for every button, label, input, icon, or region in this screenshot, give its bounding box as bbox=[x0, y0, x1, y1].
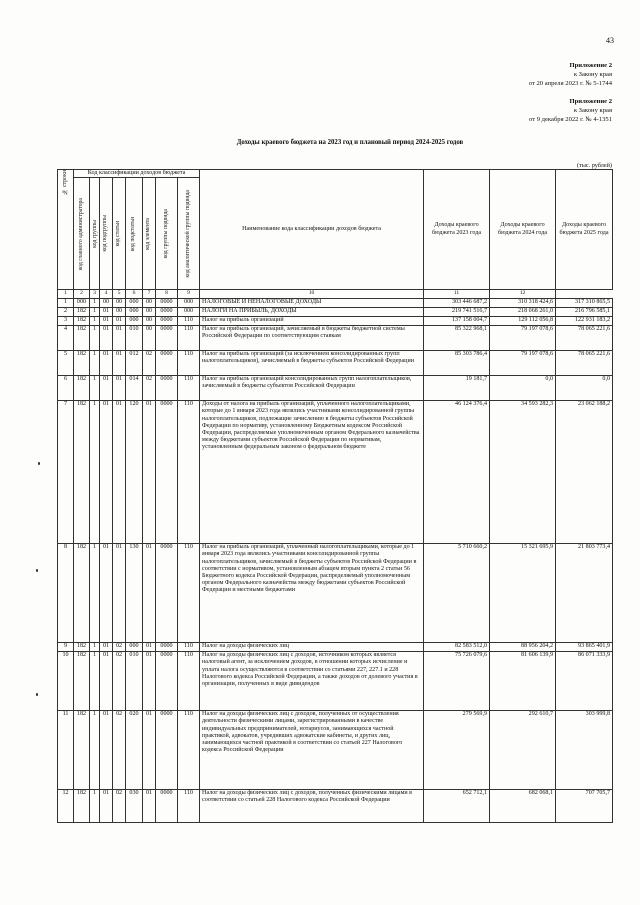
code-cell: 0000 bbox=[156, 544, 178, 643]
row-name: Налог на доходы физических лиц с доходов, источником которых является налоговый агент, за исключением доходов, в отношении которых исчисление и уплата налога осуществляются в соответствии со статьями 227, 227.1 и 228 Налогового кодекса Российской Федерации, а также доходов от долевого участия в организации, полученных в виде дивидендов bbox=[200, 652, 424, 711]
code-cell: 012 bbox=[126, 351, 143, 376]
amount-2024: 81 606 139,9 bbox=[490, 652, 556, 711]
row-number: 4 bbox=[58, 326, 74, 351]
amount-2025: 23 062 188,2 bbox=[556, 401, 613, 544]
column-number: 9 bbox=[178, 290, 200, 299]
code-cell: 02 bbox=[113, 790, 126, 823]
row-number: 5 bbox=[58, 351, 74, 376]
code-cell: 000 bbox=[74, 299, 90, 308]
code-cell: 02 bbox=[113, 711, 126, 790]
header-column-numbers bbox=[58, 290, 613, 299]
appendix-original-line2: к Закону края bbox=[573, 107, 612, 114]
amount-2025: 122 931 183,2 bbox=[556, 317, 613, 326]
code-cell: 02 bbox=[143, 351, 156, 376]
code-cell: 000 bbox=[126, 299, 143, 308]
code-cell: 01 bbox=[113, 401, 126, 544]
appendix-current-line3: от 20 апреля 2023 г. № 5-1744 bbox=[528, 80, 612, 87]
amount-2025: 216 796 585,1 bbox=[556, 308, 613, 317]
code-cell: 020 bbox=[126, 711, 143, 790]
amount-2024: 292 610,7 bbox=[490, 711, 556, 790]
column-number: 10 bbox=[200, 290, 424, 299]
code-cell: 182 bbox=[74, 544, 90, 643]
code-cell: 182 bbox=[74, 317, 90, 326]
code-cell: 02 bbox=[113, 643, 126, 652]
header-code-col: код аналитической группы подвида bbox=[178, 178, 200, 290]
code-cell: 00 bbox=[113, 299, 126, 308]
code-cell: 0000 bbox=[156, 308, 178, 317]
code-cell: 1 bbox=[90, 544, 100, 643]
amount-2025: 21 803 773,4 bbox=[556, 544, 613, 643]
code-cell: 1 bbox=[90, 652, 100, 711]
code-cell: 182 bbox=[74, 711, 90, 790]
code-cell: 182 bbox=[74, 351, 90, 376]
amount-2023: 137 158 004,7 bbox=[424, 317, 490, 326]
appendix-original-line3: от 9 декабря 2022 г. № 4-1351 bbox=[528, 116, 612, 123]
code-cell: 01 bbox=[113, 317, 126, 326]
code-cell: 01 bbox=[100, 643, 113, 652]
code-cell: 00 bbox=[143, 317, 156, 326]
row-number: 3 bbox=[58, 317, 74, 326]
amount-2024: 34 593 282,3 bbox=[490, 401, 556, 544]
code-cell: 1 bbox=[90, 711, 100, 790]
row-number: 7 bbox=[58, 401, 74, 544]
amount-2024: 129 112 056,8 bbox=[490, 317, 556, 326]
table-row bbox=[58, 351, 613, 376]
code-cell: 0000 bbox=[156, 317, 178, 326]
amount-2023: 19 181,7 bbox=[424, 376, 490, 401]
code-cell: 182 bbox=[74, 643, 90, 652]
amount-2025: 707 705,7 bbox=[556, 790, 613, 823]
code-cell: 0000 bbox=[156, 351, 178, 376]
appendix-current-line2: к Закону края bbox=[573, 71, 612, 78]
header-classification-group: Код классификации доходов бюджета bbox=[74, 170, 200, 178]
code-cell: 030 bbox=[126, 790, 143, 823]
row-number: 12 bbox=[58, 790, 74, 823]
code-cell: 00 bbox=[143, 299, 156, 308]
code-cell: 01 bbox=[143, 544, 156, 643]
code-cell: 0000 bbox=[156, 790, 178, 823]
code-cell: 01 bbox=[100, 308, 113, 317]
code-cell: 1 bbox=[90, 401, 100, 544]
code-cell: 01 bbox=[100, 652, 113, 711]
code-cell: 1 bbox=[90, 326, 100, 351]
appendix-original-title: Приложение 2 bbox=[569, 98, 612, 105]
code-cell: 00 bbox=[100, 299, 113, 308]
table-row bbox=[58, 299, 613, 308]
amount-2025: 303 999,8 bbox=[556, 711, 613, 790]
amount-2024: 15 321 695,9 bbox=[490, 544, 556, 643]
header-name: Наименование кода классификации доходов бюджета bbox=[200, 170, 424, 290]
code-cell: 010 bbox=[126, 652, 143, 711]
row-name: Налог на прибыль организаций bbox=[200, 317, 424, 326]
code-cell: 00 bbox=[143, 308, 156, 317]
column-number: 3 bbox=[90, 290, 100, 299]
table-row bbox=[58, 317, 613, 326]
scan-mark bbox=[36, 693, 38, 696]
code-cell: 182 bbox=[74, 326, 90, 351]
code-cell: 1 bbox=[90, 317, 100, 326]
row-name: Доходы от налога на прибыль организаций, уплаченного налогоплательщиками, которые до 1 января 2023 года являлись участниками консолидированной группы налогоплательщиков, подлежащие зачислению в бюджеты субъектов Российской Федерации по нормативу, установленному Бюджетным кодексом Российской Федерации, распределяемые уполномоченным органом Федерального казначейства между бюджетами субъектов Российской Федерации по нормативам, установленным федеральным законом о федеральном бюджете bbox=[200, 401, 424, 544]
code-cell: 0000 bbox=[156, 711, 178, 790]
table-row bbox=[58, 326, 613, 351]
header-code-col: код подгруппы bbox=[100, 178, 113, 290]
amount-2025: 317 310 865,5 bbox=[556, 299, 613, 308]
row-number: 11 bbox=[58, 711, 74, 790]
header-row-number: № строки bbox=[58, 170, 74, 290]
amount-2025: 78 065 221,6 bbox=[556, 326, 613, 351]
units-label: (тыс. рублей) bbox=[577, 162, 612, 169]
amount-2023: 85 303 786,4 bbox=[424, 351, 490, 376]
header-code-col: код элемента bbox=[143, 178, 156, 290]
row-name: Налог на доходы физических лиц с доходов, полученных от осуществления деятельности физическими лицами, зарегистрированными в качестве индивидуальных предпринимателей, нотариусов, занимающихся частной практикой, адвокатов, учредивших адвокатские кабинеты, и других лиц, занимающихся частной практикой в соответствии со статьей 227 Налогового кодекса Российской Федерации bbox=[200, 711, 424, 790]
code-cell: 110 bbox=[178, 711, 200, 790]
code-cell: 01 bbox=[113, 544, 126, 643]
code-cell: 01 bbox=[143, 401, 156, 544]
code-cell: 1 bbox=[90, 351, 100, 376]
code-cell: 01 bbox=[100, 401, 113, 544]
code-cell: 182 bbox=[74, 376, 90, 401]
page-number: 43 bbox=[606, 36, 614, 45]
amount-2023: 219 741 516,7 bbox=[424, 308, 490, 317]
code-cell: 01 bbox=[100, 326, 113, 351]
code-cell: 000 bbox=[126, 643, 143, 652]
column-number: 8 bbox=[156, 290, 178, 299]
code-cell: 110 bbox=[178, 790, 200, 823]
header-code-col: код подстатьи bbox=[126, 178, 143, 290]
code-cell: 01 bbox=[100, 351, 113, 376]
header-2025: Доходы краевого бюджета 2025 года bbox=[556, 170, 613, 290]
amount-2024: 682 068,1 bbox=[490, 790, 556, 823]
row-name: Налог на доходы физических лиц bbox=[200, 643, 424, 652]
code-cell: 110 bbox=[178, 643, 200, 652]
row-number: 2 bbox=[58, 308, 74, 317]
code-cell: 182 bbox=[74, 790, 90, 823]
code-cell: 0000 bbox=[156, 376, 178, 401]
code-cell: 01 bbox=[143, 652, 156, 711]
amount-2023: 652 712,1 bbox=[424, 790, 490, 823]
code-cell: 110 bbox=[178, 544, 200, 643]
code-cell: 1 bbox=[90, 643, 100, 652]
header-code-col: код группы bbox=[90, 178, 100, 290]
code-cell: 00 bbox=[143, 326, 156, 351]
amount-2023: 75 726 079,6 bbox=[424, 652, 490, 711]
code-cell: 000 bbox=[178, 308, 200, 317]
row-name: Налог на прибыль организаций, зачисляемый в бюджеты бюджетной системы Российской Федерации по соответствующим ставкам bbox=[200, 326, 424, 351]
document-title: Доходы краевого бюджета на 2023 год и плановый период 2024-2025 годов bbox=[236, 139, 464, 146]
row-number: 10 bbox=[58, 652, 74, 711]
amount-2023: 82 583 512,0 bbox=[424, 643, 490, 652]
code-cell: 1 bbox=[90, 790, 100, 823]
code-cell: 0000 bbox=[156, 299, 178, 308]
table-row bbox=[58, 790, 613, 823]
table-row bbox=[58, 544, 613, 643]
amount-2024: 0,0 bbox=[490, 376, 556, 401]
table-header bbox=[58, 170, 613, 299]
column-number: 1 bbox=[58, 290, 74, 299]
table-row bbox=[58, 376, 613, 401]
code-cell: 00 bbox=[113, 308, 126, 317]
amount-2023: 46 124 376,4 bbox=[424, 401, 490, 544]
header-2024: Доходы краевого бюджета 2024 года bbox=[490, 170, 556, 290]
code-cell: 000 bbox=[178, 299, 200, 308]
code-cell: 182 bbox=[74, 652, 90, 711]
amount-2024: 88 956 204,2 bbox=[490, 643, 556, 652]
header-2023: Доходы краевого бюджета 2023 года bbox=[424, 170, 490, 290]
amount-2025: 78 065 221,6 bbox=[556, 351, 613, 376]
code-cell: 182 bbox=[74, 401, 90, 544]
table-row bbox=[58, 652, 613, 711]
code-cell: 1 bbox=[90, 308, 100, 317]
code-cell: 1 bbox=[90, 376, 100, 401]
table-row bbox=[58, 711, 613, 790]
header-code-col: код группы подвида bbox=[156, 178, 178, 290]
amount-2025: 86 071 333,9 bbox=[556, 652, 613, 711]
code-cell: 01 bbox=[100, 790, 113, 823]
row-number: 8 bbox=[58, 544, 74, 643]
code-cell: 01 bbox=[113, 376, 126, 401]
amount-2023: 85 322 968,1 bbox=[424, 326, 490, 351]
row-name: Налог на прибыль организаций консолидированных групп налогоплательщиков, зачисляемый в бюджеты субъектов Российской Федерации bbox=[200, 376, 424, 401]
amount-2024: 310 318 424,6 bbox=[490, 299, 556, 308]
column-number: 6 bbox=[126, 290, 143, 299]
row-name: НАЛОГОВЫЕ И НЕНАЛОГОВЫЕ ДОХОДЫ bbox=[200, 299, 424, 308]
row-number: 1 bbox=[58, 299, 74, 308]
code-cell: 01 bbox=[143, 711, 156, 790]
code-cell: 0000 bbox=[156, 652, 178, 711]
row-name: Налог на прибыль организаций (за исключением консолидированных групп налогоплательщиков), зачисляемый в бюджеты субъектов Российской Федерации bbox=[200, 351, 424, 376]
code-cell: 110 bbox=[178, 652, 200, 711]
row-name: Налог на доходы физических лиц с доходов, полученных физическими лицами в соответствии со статьей 228 Налогового кодекса Российской Федерации bbox=[200, 790, 424, 823]
amount-2024: 79 197 078,6 bbox=[490, 351, 556, 376]
code-cell: 02 bbox=[143, 376, 156, 401]
table-row bbox=[58, 308, 613, 317]
header-code-col: код главного администратора bbox=[74, 178, 90, 290]
code-cell: 1 bbox=[90, 299, 100, 308]
appendix-current-title: Приложение 2 bbox=[569, 62, 612, 69]
code-cell: 110 bbox=[178, 401, 200, 544]
code-cell: 0000 bbox=[156, 643, 178, 652]
column-number: 7 bbox=[143, 290, 156, 299]
code-cell: 01 bbox=[143, 643, 156, 652]
amount-2025: 0,0 bbox=[556, 376, 613, 401]
code-cell: 0000 bbox=[156, 401, 178, 544]
amount-2023: 279 569,9 bbox=[424, 711, 490, 790]
code-cell: 01 bbox=[100, 376, 113, 401]
appendix-original bbox=[529, 97, 612, 124]
code-cell: 0000 bbox=[156, 326, 178, 351]
amount-2024: 218 068 261,0 bbox=[490, 308, 556, 317]
column-number: 11 bbox=[424, 290, 490, 299]
amount-2023: 5 710 660,2 bbox=[424, 544, 490, 643]
table-row bbox=[58, 401, 613, 544]
column-number: 2 bbox=[74, 290, 90, 299]
row-number: 9 bbox=[58, 643, 74, 652]
code-cell: 014 bbox=[126, 376, 143, 401]
table-row bbox=[58, 643, 613, 652]
code-cell: 01 bbox=[143, 790, 156, 823]
code-cell: 110 bbox=[178, 351, 200, 376]
code-cell: 01 bbox=[113, 326, 126, 351]
code-cell: 120 bbox=[126, 401, 143, 544]
code-cell: 01 bbox=[100, 317, 113, 326]
column-number: 5 bbox=[113, 290, 126, 299]
revenue-table bbox=[57, 169, 613, 823]
column-number: 4 bbox=[100, 290, 113, 299]
code-cell: 02 bbox=[113, 652, 126, 711]
code-cell: 130 bbox=[126, 544, 143, 643]
code-cell: 000 bbox=[126, 317, 143, 326]
row-name: НАЛОГИ НА ПРИБЫЛЬ, ДОХОДЫ bbox=[200, 308, 424, 317]
row-name: Налог на прибыль организаций, уплаченный налогоплательщиками, которые до 1 января 2023 года являлись участниками консолидированной группы налогоплательщиков, зачисляемый в бюджеты субъектов Российской Федерации в соответствии с нормативом, установленным абзацем вторым пункта 2 статьи 56 Бюджетного кодекса Российской Федерации, распределяемый уполномоченным органом Федерального казначейства между бюджетами субъектов Российской Федерации и местными бюджетами bbox=[200, 544, 424, 643]
column-number: 12 bbox=[490, 290, 556, 299]
table-body bbox=[58, 299, 613, 823]
code-cell: 110 bbox=[178, 317, 200, 326]
amount-2023: 303 446 687,2 bbox=[424, 299, 490, 308]
code-cell: 000 bbox=[126, 308, 143, 317]
code-cell: 110 bbox=[178, 376, 200, 401]
code-cell: 01 bbox=[113, 351, 126, 376]
header-code-col: код статьи bbox=[113, 178, 126, 290]
code-cell: 01 bbox=[100, 711, 113, 790]
code-cell: 110 bbox=[178, 326, 200, 351]
code-cell: 182 bbox=[74, 308, 90, 317]
scan-mark bbox=[36, 569, 38, 572]
appendix-current bbox=[529, 61, 612, 88]
code-cell: 010 bbox=[126, 326, 143, 351]
amount-2024: 79 197 078,6 bbox=[490, 326, 556, 351]
amount-2025: 93 865 401,9 bbox=[556, 643, 613, 652]
code-cell: 01 bbox=[100, 544, 113, 643]
scan-mark bbox=[38, 462, 40, 465]
row-number: 6 bbox=[58, 376, 74, 401]
